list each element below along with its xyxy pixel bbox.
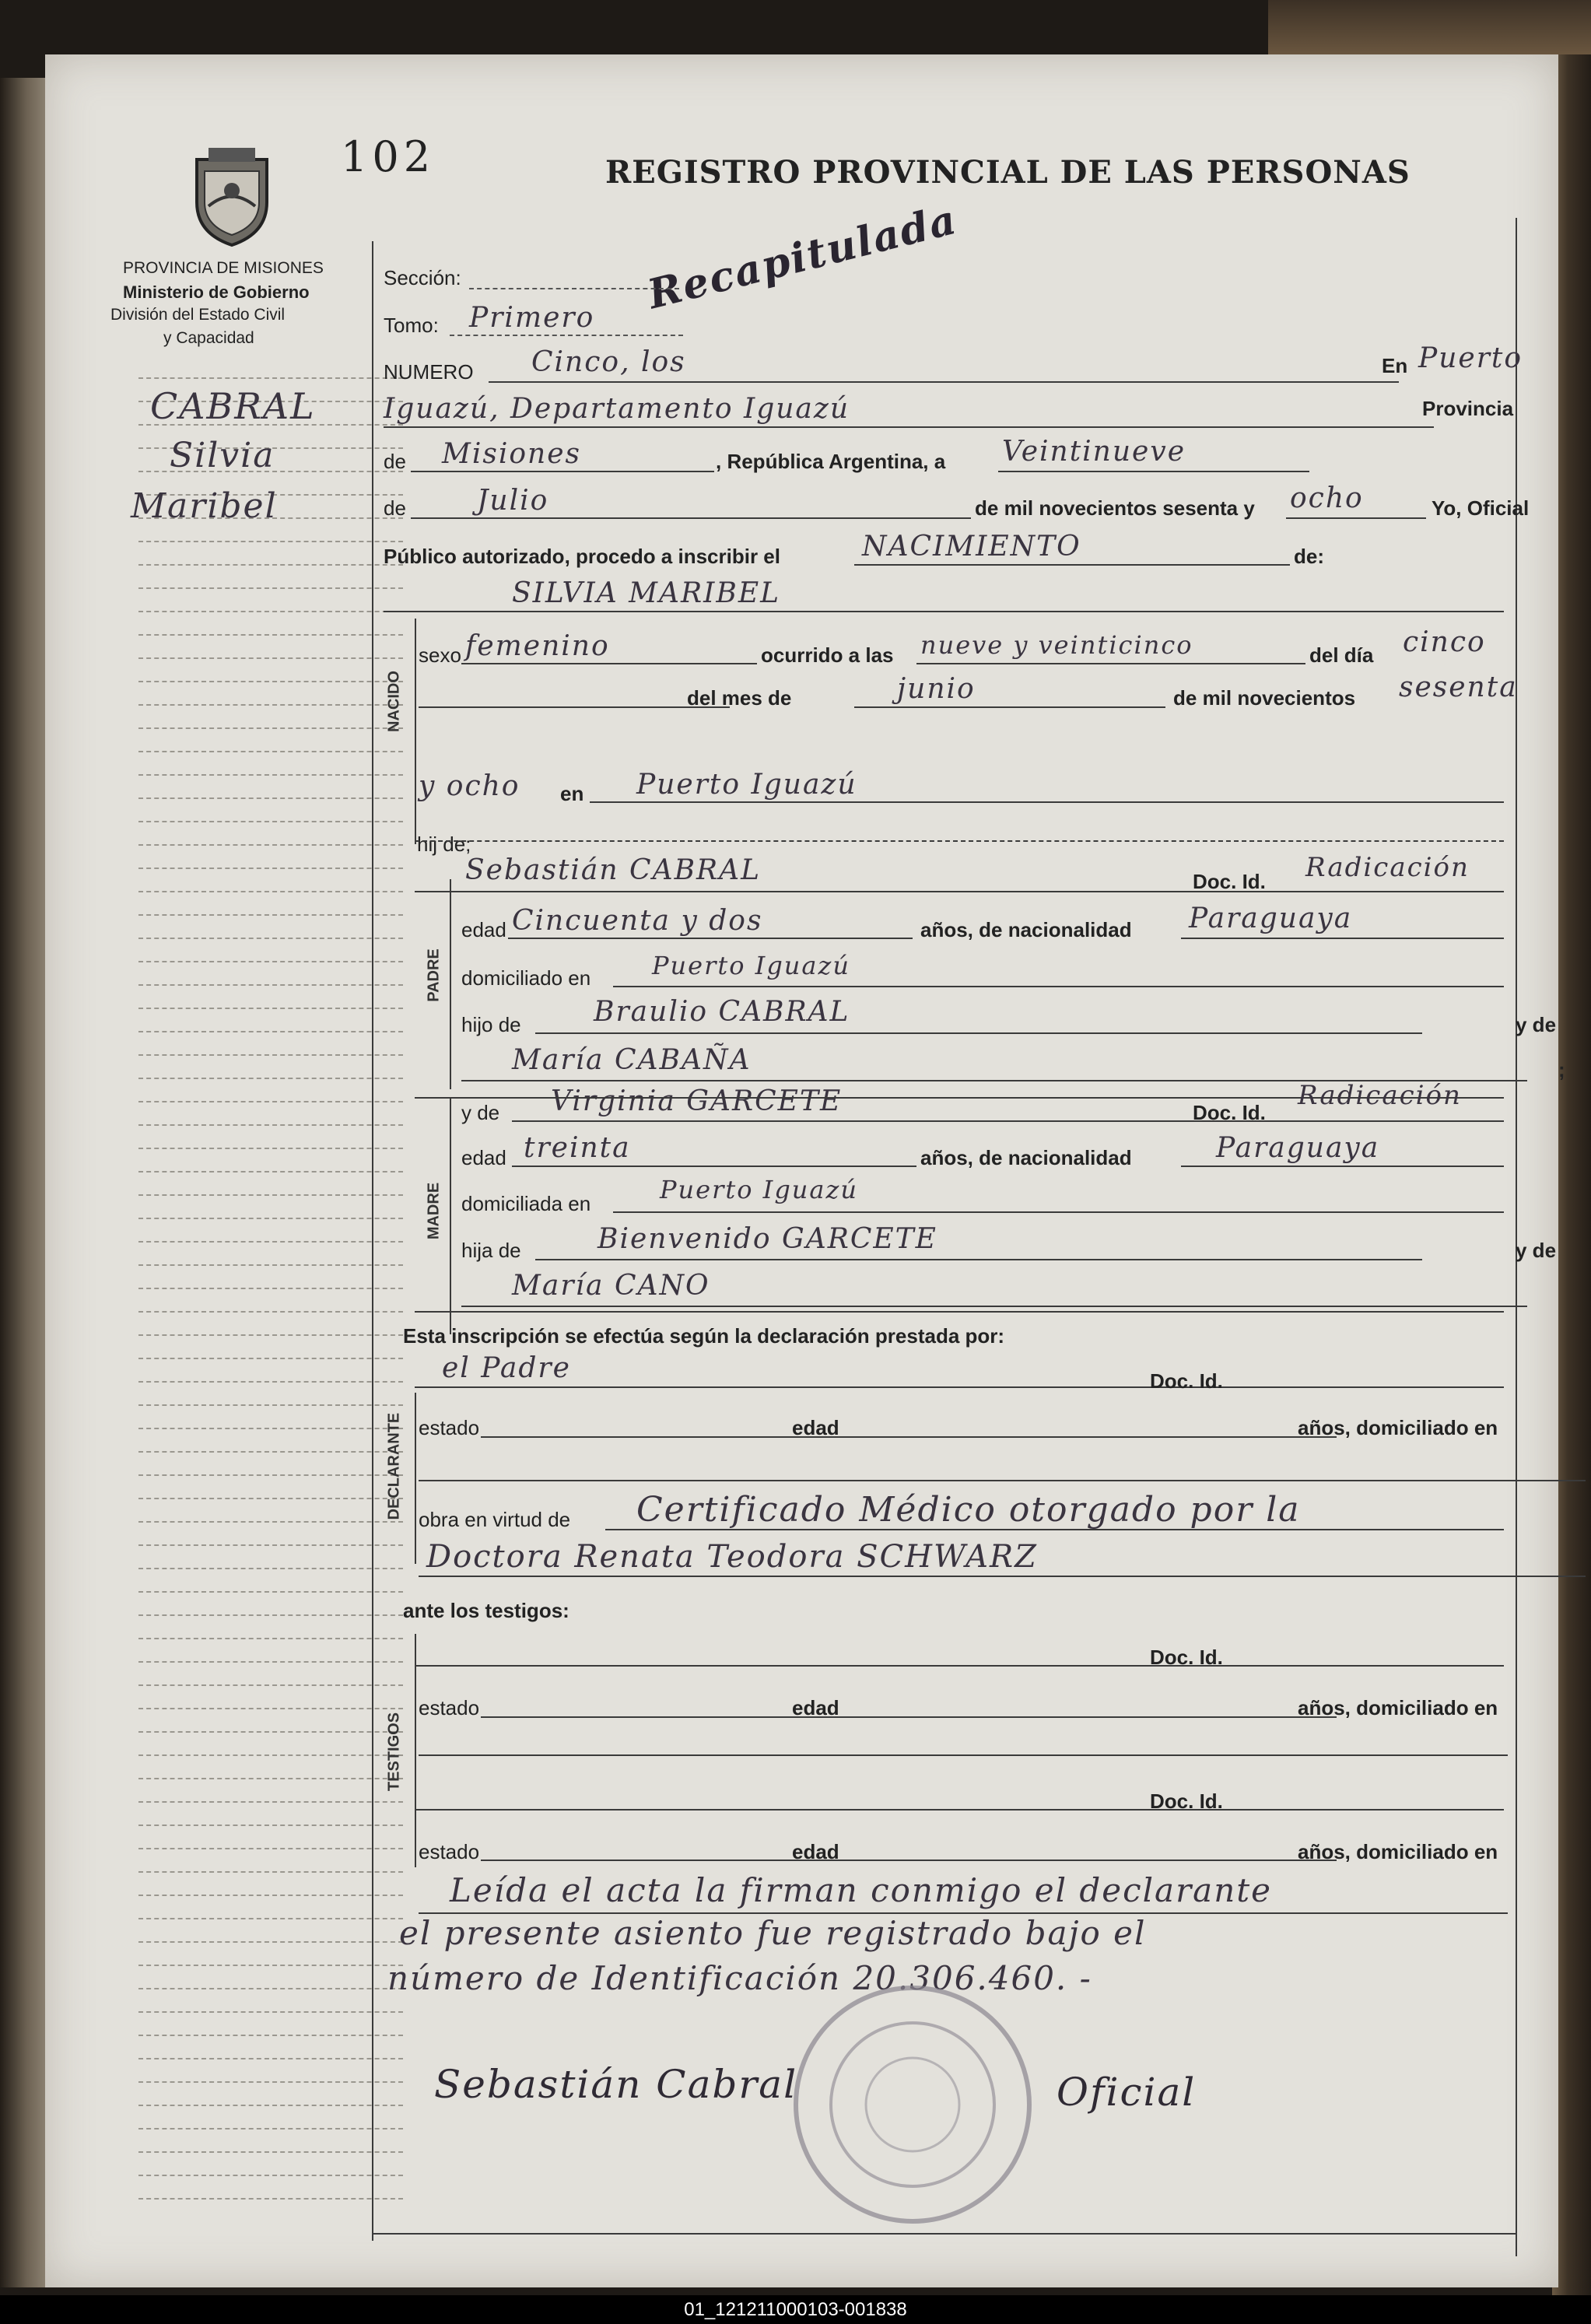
register-page: [45, 54, 1565, 2287]
declarante-divider: [415, 1393, 416, 1564]
margin-rule: [138, 1404, 403, 1406]
en-small-label: en: [560, 782, 584, 805]
testigo2-anos-label: años, domiciliado en: [1298, 1840, 1498, 1863]
yo-oficial-label: Yo, Oficial: [1432, 496, 1530, 520]
declarante-side-label: DECLARANTE: [385, 1412, 403, 1520]
margin-rule: [138, 1334, 403, 1336]
margin-rule: [138, 634, 403, 636]
sexo-line: [461, 663, 757, 664]
padre-doc-value: Radicación: [1305, 852, 1470, 883]
madre-dom-line: [613, 1211, 1504, 1213]
padre-anos-label: años, de nacionalidad: [920, 918, 1132, 941]
blank-line: [419, 706, 730, 708]
padre-padre-value: Braulio CABRAL: [594, 996, 850, 1028]
inscripcion-label: Esta inscripción se efectúa según la declaración prestada por:: [403, 1324, 1005, 1348]
margin-rule: [138, 2081, 403, 2083]
book-spine-edge: [0, 78, 45, 2287]
margin-rule: [138, 961, 403, 962]
testigo1-edad-label: edad: [792, 1696, 839, 1719]
margin-rule: [138, 681, 403, 682]
madre-divider: [450, 1097, 451, 1334]
tomo-value: Primero: [469, 302, 595, 334]
seccion-line: [469, 288, 679, 289]
del-mes-label: del mes de: [687, 686, 792, 710]
margin-rule: [138, 1498, 403, 1499]
declarante-estado-label: estado: [419, 1416, 480, 1439]
padre-edad-value: Cincuenta y dos: [512, 905, 763, 937]
lugar-nac-line: [590, 801, 1504, 803]
padre-nac-line: [1181, 938, 1504, 939]
division-subheading: y Capacidad: [163, 329, 254, 347]
margin-rule: [138, 1614, 403, 1616]
nombre-line: [384, 611, 1504, 612]
ministry-heading: Ministerio de Gobierno: [123, 282, 310, 302]
del-dia-label: del día: [1309, 643, 1374, 667]
margin-rule: [138, 1568, 403, 1569]
dia-nac-value: cinco: [1403, 626, 1486, 658]
republica-label: , República Argentina, a: [716, 450, 946, 473]
provincia-label: Provincia: [1422, 397, 1514, 420]
acto-value: NACIMIENTO: [862, 531, 1081, 563]
testigo1-dom-line: [419, 1754, 1508, 1756]
madre-padre-line: [535, 1259, 1422, 1260]
testigo1-estado-line: [481, 1716, 1337, 1718]
padre-dom-line: [613, 986, 1504, 987]
margin-rule: [138, 1591, 403, 1593]
sexo-label: sexo: [419, 643, 461, 667]
padre-madre-value: María CABAÑA: [512, 1044, 752, 1076]
mes-value: Julio: [477, 485, 549, 517]
form-left-border: [372, 241, 373, 2241]
margin-rule: [138, 2151, 403, 2153]
margin-rule: [138, 1148, 403, 1149]
madre-nombre-line: [512, 1120, 1504, 1122]
tomo-label: Tomo:: [384, 314, 439, 337]
margin-rule: [138, 1871, 403, 1873]
declarante-edad-label: edad: [792, 1416, 839, 1439]
madre-hija-label: hija de: [461, 1239, 521, 1262]
margin-rule: [138, 1661, 403, 1663]
form-right-border: [1516, 218, 1517, 2256]
dia-line: [998, 471, 1309, 472]
madre-nac-value: Paraguaya: [1216, 1132, 1380, 1164]
padre-edad-line: [508, 938, 913, 939]
margin-rule: [138, 1801, 403, 1803]
padre-semicolon: ;: [1558, 1058, 1565, 1081]
margin-rule: [138, 1638, 403, 1639]
folio-number: 102: [341, 132, 436, 181]
ano-line: [1286, 517, 1426, 519]
madre-padre-value: Bienvenido GARCETE: [598, 1223, 937, 1255]
margin-rule: [138, 1194, 403, 1196]
mil-nov-sesenta-label: de mil novecientos sesenta y: [975, 496, 1255, 520]
declarante-anos-label: años, domiciliado en: [1298, 1416, 1498, 1439]
margin-rule: [138, 1521, 403, 1523]
ano-nac-value-2: y ocho: [419, 770, 520, 802]
numero-label: NUMERO: [384, 360, 474, 384]
hora-line: [916, 663, 1305, 664]
margin-rule: [138, 1474, 403, 1476]
hora-value: nueve y veinticinco: [920, 630, 1193, 660]
testigo1-estado-label: estado: [419, 1696, 480, 1719]
margin-second-name: Maribel: [131, 486, 278, 526]
madre-anos-label: años, de nacionalidad: [920, 1146, 1132, 1169]
margin-rule: [138, 1218, 403, 1219]
margin-rule: [138, 984, 403, 986]
padre-doc-label: Doc. Id.: [1193, 870, 1266, 893]
margin-first-name: Silvia: [170, 436, 275, 475]
margin-surname: CABRAL: [150, 385, 316, 427]
madre-madre-value: María CANO: [512, 1270, 710, 1302]
margin-rule: [138, 704, 403, 706]
image-id-caption: 01_121211000103-001838: [684, 2299, 907, 2320]
padre-dom-label: domiciliado en: [461, 966, 591, 990]
numero-line: [489, 381, 1399, 383]
en-value: Puerto: [1418, 342, 1523, 374]
margin-rule: [138, 1848, 403, 1849]
padre-y-de-label: y de: [1516, 1013, 1557, 1036]
margin-rule: [138, 1381, 403, 1383]
madre-nombre-value: Virginia GARCETE: [551, 1085, 843, 1117]
margin-rule: [138, 564, 403, 566]
margin-rule: [138, 1731, 403, 1733]
nacido-divider: [415, 619, 416, 844]
margin-rule: [138, 1708, 403, 1709]
lugar-value: Iguazú, Departamento Iguazú: [384, 393, 850, 425]
margin-rule: [138, 1754, 403, 1756]
margin-rule: [138, 1918, 403, 1919]
testigo2-estado-line: [481, 1860, 1337, 1861]
obra-line-1: [605, 1529, 1504, 1530]
dia-value: Veintinueve: [1002, 436, 1186, 468]
madre-doc-label: Doc. Id.: [1193, 1101, 1266, 1124]
madre-y-de-label-2: y de: [1516, 1239, 1557, 1262]
padre-padre-line: [535, 1032, 1422, 1034]
ano-value: ocho: [1290, 482, 1364, 514]
madre-dom-value: Puerto Iguazú: [660, 1175, 858, 1204]
mil-nov-label: de mil novecientos: [1173, 686, 1356, 710]
mes-nac-value: junio: [897, 673, 976, 705]
declarante-value: el Padre: [442, 1352, 571, 1384]
margin-rule: [138, 1241, 403, 1243]
padre-nac-value: Paraguaya: [1189, 903, 1353, 934]
official-seal-icon: [784, 1976, 1041, 2233]
firma-declarante: Sebastián Cabral: [434, 2062, 798, 2107]
madre-doc-value: Radicación: [1298, 1080, 1462, 1111]
margin-rule: [138, 1008, 403, 1009]
testigo1-line: [415, 1665, 1504, 1667]
declarante-dom-line: [419, 1480, 1586, 1481]
en-label: En: [1382, 354, 1408, 377]
margin-rule: [138, 1684, 403, 1686]
margin-rule: [138, 1054, 403, 1056]
margin-rule: [138, 587, 403, 589]
margin-rule: [138, 1031, 403, 1032]
mes-line: [411, 517, 971, 519]
margin-rule: [138, 844, 403, 846]
padre-divider: [450, 879, 451, 1089]
recapitulated-stamp: Recapitulada: [643, 195, 962, 319]
margin-rule: [138, 2198, 403, 2200]
obra-line-2: [419, 1576, 1586, 1577]
margin-rule: [138, 1544, 403, 1546]
coat-of-arms-icon: [177, 140, 286, 249]
hij-line: [415, 840, 1504, 842]
margin-rule: [138, 611, 403, 612]
margin-rule: [138, 774, 403, 776]
testigos-side-label: TESTIGOS: [385, 1712, 403, 1792]
acto-line: [854, 564, 1290, 566]
margin-rule: [138, 2105, 403, 2106]
nacido-side-label: NACIDO: [385, 671, 403, 732]
testigo2-doc-label: Doc. Id.: [1150, 1789, 1223, 1813]
padre-side-label: PADRE: [425, 948, 443, 1002]
padre-edad-label: edad: [461, 918, 506, 941]
obra-value-1: Certificado Médico otorgado por la: [636, 1490, 1301, 1530]
testigos-label: ante los testigos:: [403, 1599, 569, 1622]
testigo1-anos-label: años, domiciliado en: [1298, 1696, 1498, 1719]
nombre-value: SILVIA MARIBEL: [512, 577, 781, 609]
publico-label: Público autorizado, procedo a inscribir el: [384, 545, 780, 568]
margin-rule: [138, 821, 403, 822]
margin-rule: [138, 377, 403, 379]
nota-line-2: el presente asiento fue registrado bajo el: [399, 1914, 1147, 1952]
testigos-divider: [415, 1634, 416, 1867]
ocurrido-label: ocurrido a las: [761, 643, 894, 667]
margin-rule: [138, 1264, 403, 1266]
margin-rule: [138, 2175, 403, 2176]
seccion-label: Sección:: [384, 266, 461, 289]
margin-rule: [138, 657, 403, 659]
margin-rule: [138, 2058, 403, 2059]
madre-y-de-label: y de: [461, 1101, 500, 1124]
de-label-2: de: [384, 496, 406, 520]
de-colon-label: de:: [1294, 545, 1324, 568]
margin-rule: [138, 2011, 403, 2013]
numero-value: Cinco, los: [531, 346, 686, 378]
margin-rule: [138, 1288, 403, 1289]
margin-rule: [138, 541, 403, 542]
province-heading: PROVINCIA DE MISIONES: [123, 259, 324, 277]
margin-rule: [138, 1778, 403, 1779]
madre-edad-line: [512, 1166, 916, 1167]
tomo-line: [450, 335, 683, 336]
margin-rule: [138, 1895, 403, 1896]
obra-value-2: Doctora Renata Teodora SCHWARZ: [426, 1539, 1038, 1575]
madre-dom-label: domiciliada en: [461, 1192, 591, 1215]
margin-rule: [138, 1451, 403, 1453]
lugar-line: [384, 426, 1434, 428]
padre-nombre-value: Sebastián CABRAL: [465, 854, 762, 886]
margin-rule: [138, 1428, 403, 1429]
declarante-line: [415, 1386, 1504, 1388]
padre-nombre-line: [415, 891, 1504, 892]
lugar-nac-value: Puerto Iguazú: [636, 769, 857, 801]
madre-side-label: MADRE: [425, 1182, 443, 1240]
margin-rule: [138, 1078, 403, 1079]
margin-rule: [138, 1358, 403, 1359]
ano-nac-value: sesenta: [1399, 671, 1518, 703]
madre-madre-line: [461, 1306, 1527, 1307]
madre-nac-line: [1181, 1166, 1504, 1167]
book-cover-edge: [1268, 0, 1591, 54]
division-heading: División del Estado Civil: [110, 306, 286, 324]
mes-nac-line: [854, 706, 1165, 708]
testigo1-doc-label: Doc. Id.: [1150, 1646, 1223, 1669]
margin-rule: [138, 938, 403, 939]
page-title: REGISTRO PROVINCIAL DE LAS PERSONAS: [605, 154, 1411, 191]
testigo2-line: [415, 1809, 1504, 1810]
provincia-value: Misiones: [442, 438, 582, 470]
madre-edad-label: edad: [461, 1146, 506, 1169]
firma-oficial: Oficial: [1057, 2070, 1197, 2115]
testigo2-estado-label: estado: [419, 1840, 480, 1863]
madre-edad-value: treinta: [524, 1132, 631, 1164]
margin-rule: [138, 1988, 403, 1989]
padre-dom-value: Puerto Iguazú: [652, 951, 850, 980]
obra-label: obra en virtud de: [419, 1508, 571, 1531]
margin-rule: [138, 1941, 403, 1943]
margin-rule: [138, 914, 403, 916]
declarante-top-line: [415, 1311, 1504, 1313]
margin-rule: [138, 2035, 403, 2036]
testigo2-edad-label: edad: [792, 1840, 839, 1863]
de-label-1: de: [384, 450, 406, 473]
margin-rule: [138, 1171, 403, 1173]
margin-rule: [138, 1311, 403, 1313]
margin-rule: [138, 1101, 403, 1102]
nota-line-3: número de Identificación 20.306.460. -: [387, 1959, 1092, 1997]
margin-rule: [138, 1124, 403, 1126]
declarante-estado-line: [481, 1436, 1337, 1438]
form-bottom-border: [372, 2233, 1517, 2235]
margin-rule: [138, 727, 403, 729]
margin-rule: [138, 751, 403, 752]
nota-line-1: Leída el acta la firman conmigo el declarante: [450, 1871, 1272, 1909]
padre-hijo-label: hijo de: [461, 1013, 521, 1036]
margin-rule: [138, 1965, 403, 1966]
margin-rule: [138, 891, 403, 892]
sexo-value: femenino: [465, 630, 610, 662]
provincia-line: [411, 471, 714, 472]
margin-rule: [138, 797, 403, 799]
margin-rule: [138, 2128, 403, 2129]
margin-rule: [138, 868, 403, 869]
hij-de-label: hij de;: [417, 833, 471, 856]
margin-rule: [138, 1824, 403, 1826]
declarante-doc-label: Doc. Id.: [1150, 1369, 1223, 1393]
